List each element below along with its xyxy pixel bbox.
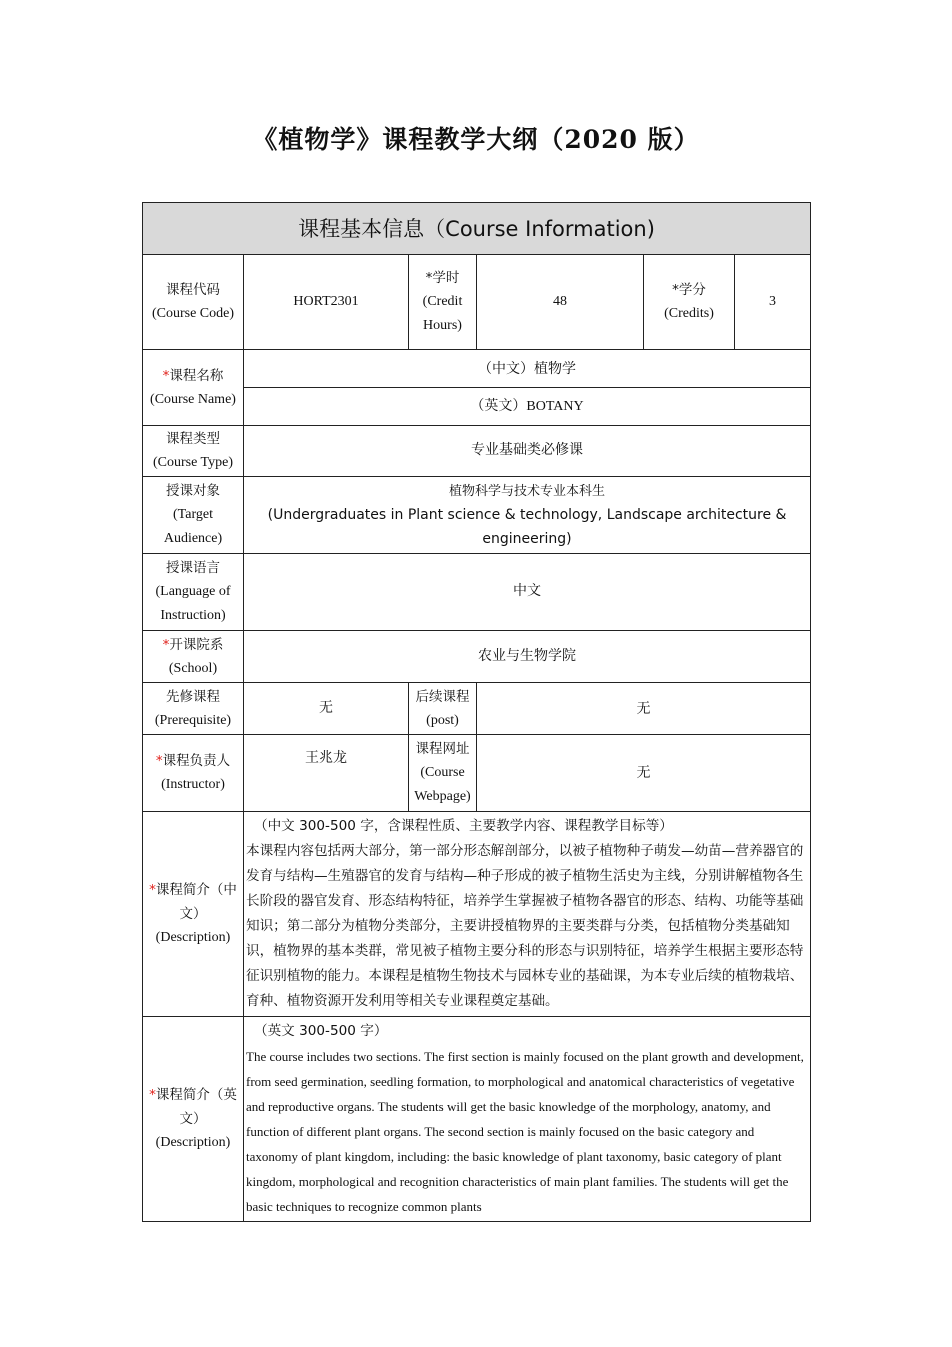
instructor-label: *课程负责人 (Instructor)	[143, 735, 244, 812]
school-value: 农业与生物学院	[244, 631, 811, 683]
table-row	[143, 631, 811, 683]
language-label: 授课语言 (Language of Instruction)	[143, 554, 244, 631]
table-row	[143, 350, 811, 388]
table-row	[143, 812, 811, 1017]
desc-zh-content: （中文 300-500 字，含课程性质、主要教学内容、课程教学目标等） 本课程内容包括两大部分，第一部分形态解剖部分，以被子植物种子萌发—幼苗—营养器官的发育与结构—生殖器官的发育与结构—种子形成的被子植物生活史为主线，分别讲解植物各生长阶段的器官发育、形态结构特征，培养学生掌握被子植物各器官的形态、结构、功能等基础知识；第二部分为植物分类部分，主要讲授植物界的主要类群与分类，包括植物分类基础知识，植物界的基本类群，常见被子植物主要分科的形态与识别特征，培养学生根据主要形态特征识别植物的能力。本课程是植物生物技术与园林专业的基础课，为本专业后续的植物栽培、育种、植物资源开发利用等相关专业课程奠定基础。	[244, 812, 811, 1017]
course-info-table	[142, 202, 811, 1222]
table-row	[143, 554, 811, 631]
school-label: *开课院系 (School)	[143, 631, 244, 683]
post-label: 后续课程 (post)	[409, 683, 477, 735]
audience-value: 植物科学与技术专业本科生 (Undergraduates in Plant science & technology, Landscape architecture & engineering)	[244, 477, 811, 554]
desc-en-content: （英文 300-500 字） The course includes two sections. The first section is mainly focused on the plant growth and development, from seed germination, seedling formation, to morphological and anatomical characteristics of vegetative and reproductive organs. The students will get the basic knowledge of the morphology, anatomy, and function of different plant organs. The second section is mainly focused on the basic category and taxonomy of plant kingdom, including: the basic knowledge of plant taxonomy, basic category of plant kingdom, morphological and recognition characteristics of main plant families. The students will get the basic techniques to recognize common plants	[244, 1017, 811, 1222]
desc-en-label: *课程简介（英文） (Description)	[143, 1017, 244, 1222]
table-row	[143, 683, 811, 735]
hours-label: *学时 (Credit Hours)	[409, 255, 477, 350]
credits-value: 3	[735, 255, 811, 350]
code-label: 课程代码 (Course Code)	[143, 255, 244, 350]
audience-label: 授课对象 (Target Audience)	[143, 477, 244, 554]
language-value: 中文	[244, 554, 811, 631]
code-value: HORT2301	[244, 255, 409, 350]
webpage-value: 无	[477, 735, 811, 812]
post-value: 无	[477, 683, 811, 735]
type-value: 专业基础类必修课	[244, 426, 811, 477]
name-en-value: （英文）BOTANY	[244, 388, 811, 426]
table-row	[143, 388, 811, 426]
table-row	[143, 477, 811, 554]
credits-label: *学分 (Credits)	[644, 255, 735, 350]
name-label: *课程名称 (Course Name)	[143, 350, 244, 426]
table-header: 课程基本信息（Course Information)	[143, 203, 811, 255]
document-title: 《植物学》课程教学大纲（2020 版）	[252, 125, 700, 154]
desc-zh-label: *课程简介（中文） (Description)	[143, 812, 244, 1017]
type-label: 课程类型 (Course Type)	[143, 426, 244, 477]
table-row	[143, 426, 811, 477]
webpage-label: 课程网址 (Course Webpage)	[409, 735, 477, 812]
table-row	[143, 255, 811, 350]
prereq-value: 无	[244, 683, 409, 735]
prereq-label: 先修课程 (Prerequisite)	[143, 683, 244, 735]
table-row	[143, 735, 811, 812]
table-row	[143, 1017, 811, 1222]
name-zh-value: （中文）植物学	[244, 350, 811, 388]
hours-value: 48	[477, 255, 644, 350]
instructor-value: 王兆龙	[244, 735, 409, 812]
